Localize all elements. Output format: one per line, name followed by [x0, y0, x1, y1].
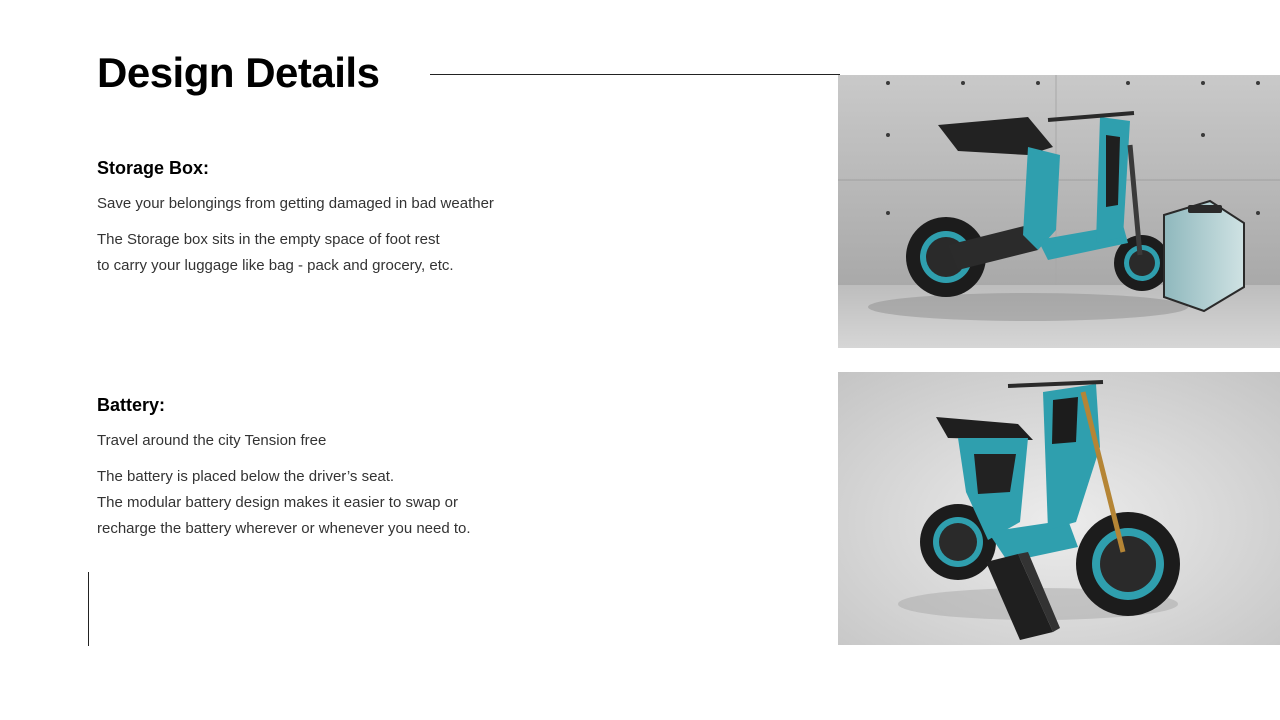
scooter-battery-photo: [838, 372, 1280, 645]
battery-line-3: recharge the battery wherever or whenever you need to.: [97, 520, 471, 537]
storage-box-section: [97, 157, 697, 279]
battery-tagline: Travel around the city Tension free: [97, 432, 327, 449]
storage-box-line-1: The Storage box sits in the empty space of foot rest: [97, 231, 440, 248]
title-divider-line: [430, 74, 840, 75]
scooter-storage-image: [838, 75, 1280, 348]
storage-box-line-2: to carry your luggage like bag - pack and grocery, etc.: [97, 257, 454, 274]
battery-line-1: The battery is placed below the driver’s seat.: [97, 468, 395, 485]
battery-heading: Battery:: [97, 395, 166, 415]
scooter-battery-image: [838, 372, 1280, 645]
storage-box-tagline: Save your belongings from getting damaged in bad weather: [97, 195, 494, 212]
storage-box-heading: Storage Box:: [97, 158, 210, 178]
slide-title: Design Details: [97, 49, 380, 96]
storage-box-description: [97, 227, 697, 279]
scooter-storage-photo: [838, 75, 1280, 348]
vertical-accent-line: [88, 572, 89, 646]
battery-line-2: The modular battery design makes it easier to swap or: [97, 494, 459, 511]
battery-description: [97, 464, 697, 542]
battery-section: [97, 394, 697, 542]
